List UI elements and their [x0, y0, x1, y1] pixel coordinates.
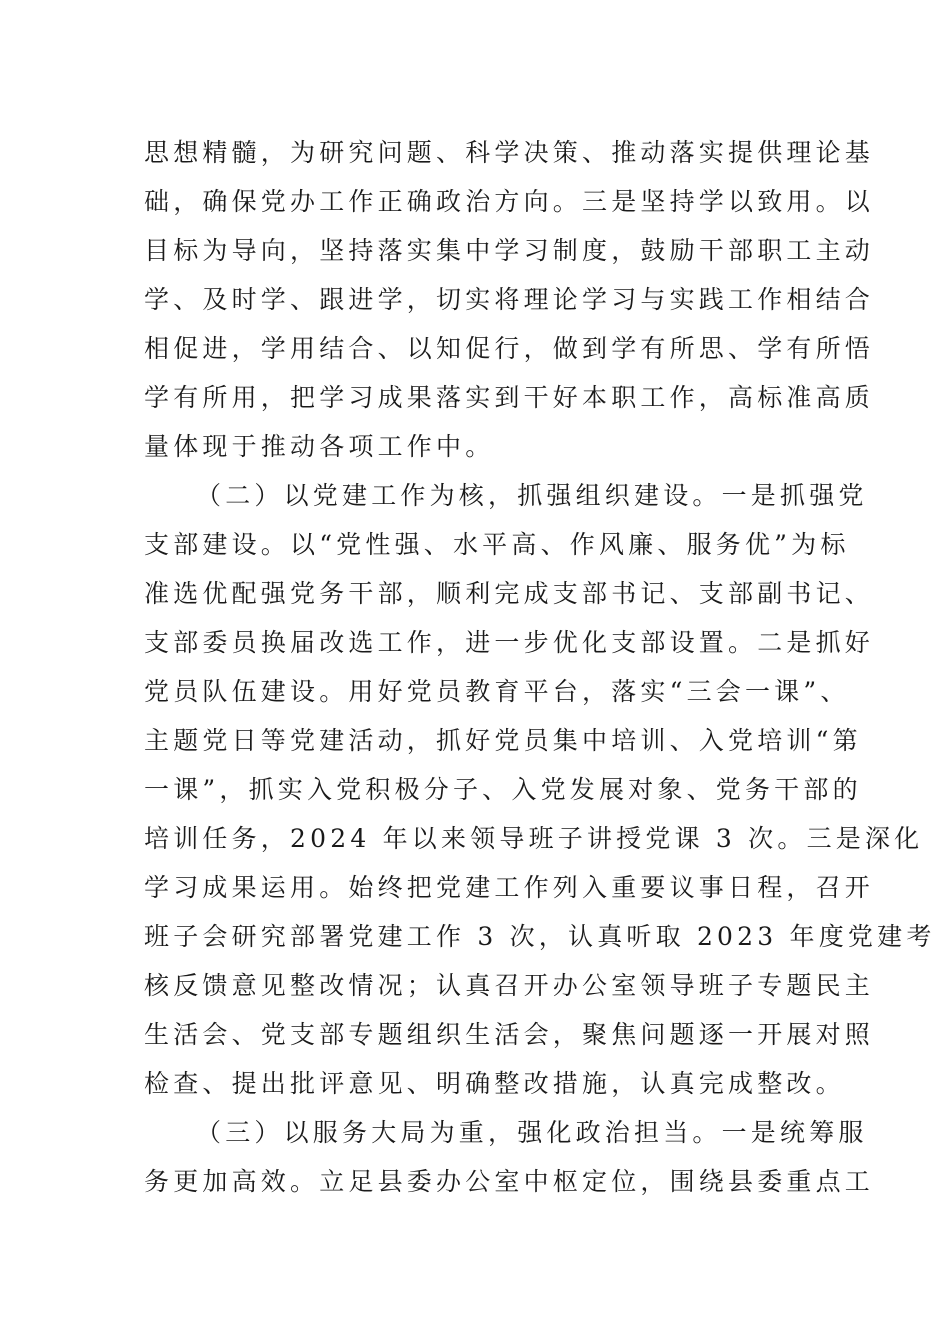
text-line: 一课”，抓实入党积极分子、入党发展对象、党务干部的 [144, 775, 862, 804]
body-text [144, 128, 936, 1206]
text-line: 量体现于推动各项工作中。 [144, 432, 495, 461]
text-line: 支部委员换届改选工作，进一步优化支部设置。二是抓好 [144, 628, 875, 657]
text-line: 学、及时学、跟进学，切实将理论学习与实践工作相结合 [144, 285, 875, 314]
text-line: 相促进，学用结合、以知促行，做到学有所思、学有所悟 [144, 334, 875, 363]
text-line: 班子会研究部署党建工作 3 次，认真听取 2023 年度党建考 [144, 922, 936, 951]
text-line: 党员队伍建设。用好党员教育平台，落实“三会一课”、 [144, 677, 850, 706]
text-line: 核反馈意见整改情况；认真召开办公室领导班子专题民主 [144, 971, 875, 1000]
text-line: 检查、提出批评意见、明确整改措施，认真完成整改。 [144, 1069, 845, 1098]
text-line: 支部建设。以“党性强、水平高、作风廉、服务优”为标 [144, 530, 850, 559]
section-heading-line: （二）以党建工作为核，抓强组织建设。一是抓强党 [196, 481, 868, 510]
text-line: 主题党日等党建活动，抓好党员集中培训、入党培训“第 [144, 726, 862, 755]
section-heading-line: （三）以服务大局为重，强化政治担当。一是统筹服 [196, 1118, 868, 1147]
text-line: 准选优配强党务干部，顺利完成支部书记、支部副书记、 [144, 579, 875, 608]
text-line: 学有所用，把学习成果落实到干好本职工作，高标准高质 [144, 383, 875, 412]
text-line: 思想精髓，为研究问题、科学决策、推动落实提供理论基 [144, 138, 875, 167]
text-line: 务更加高效。立足县委办公室中枢定位，围绕县委重点工 [144, 1167, 875, 1196]
text-line: 目标为导向，坚持落实集中学习制度，鼓励干部职工主动 [144, 236, 875, 265]
text-line: 础，确保党办工作正确政治方向。三是坚持学以致用。以 [144, 187, 875, 216]
text-line: 学习成果运用。始终把党建工作列入重要议事日程，召开 [144, 873, 875, 902]
text-line: 生活会、党支部专题组织生活会，聚焦问题逐一开展对照 [144, 1020, 875, 1049]
text-line: 培训任务，2024 年以来领导班子讲授党课 3 次。三是深化 [144, 824, 924, 853]
